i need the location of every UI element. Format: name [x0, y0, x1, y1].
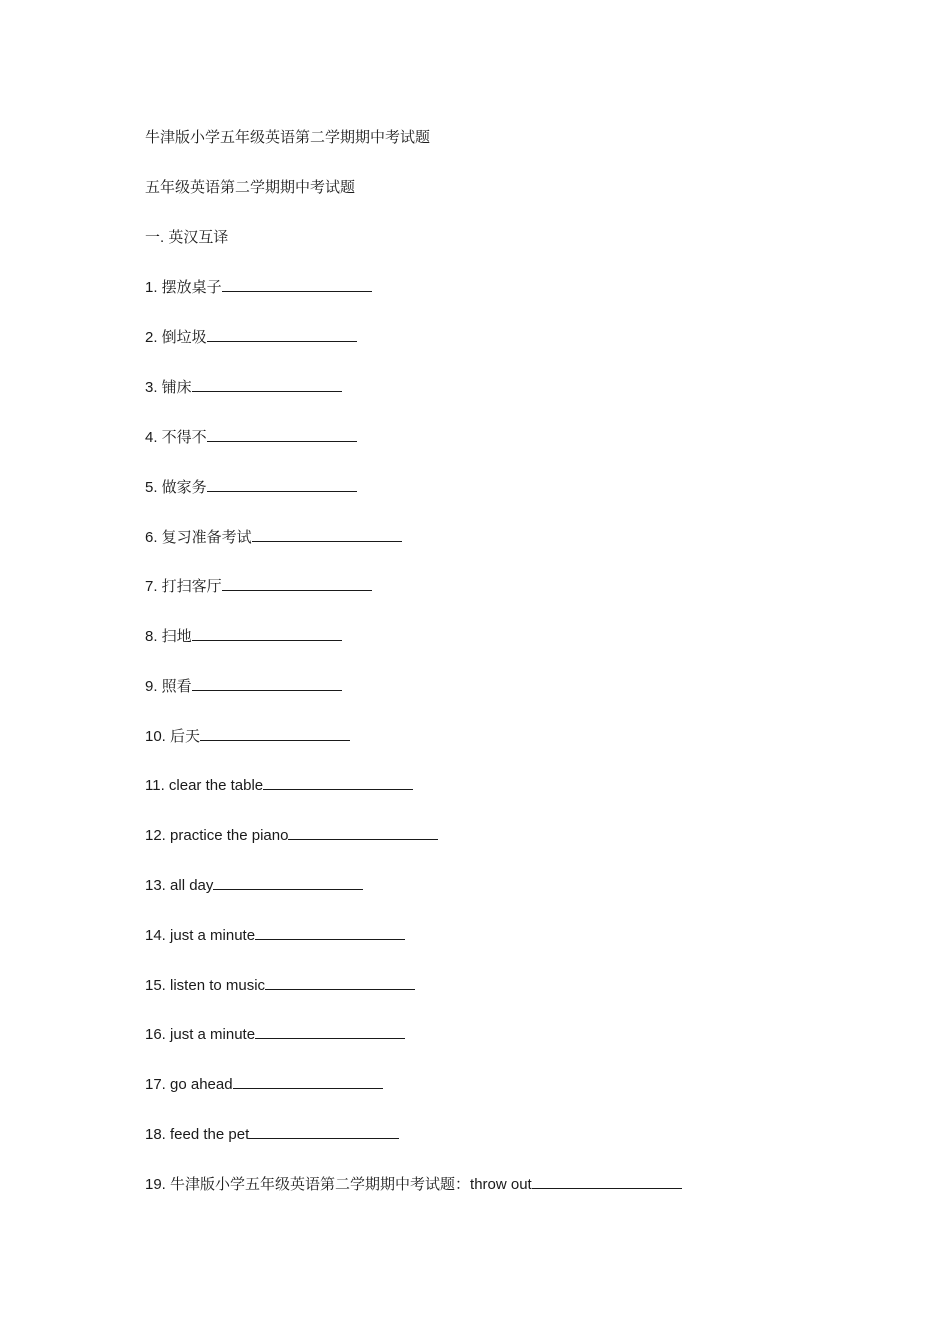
exercise-item-text: 2. 倒垃圾	[145, 329, 207, 346]
answer-blank[interactable]	[532, 1174, 682, 1189]
exercise-item	[145, 975, 415, 996]
answer-blank[interactable]	[233, 1074, 383, 1089]
exercise-item	[145, 1074, 383, 1095]
exercise-item-text: 19. 牛津版小学五年级英语第二学期期中考试题：throw out	[145, 1176, 532, 1193]
exercise-item-text: 1. 摆放桌子	[145, 279, 222, 296]
exercise-item	[145, 576, 372, 597]
exercise-item-text: 4. 不得不	[145, 429, 207, 446]
answer-blank[interactable]	[207, 477, 357, 492]
exercise-item-text: 7. 打扫客厅	[145, 578, 222, 595]
answer-blank[interactable]	[222, 277, 372, 292]
exercise-item-text: 10. 后天	[145, 728, 201, 745]
exercise-item	[145, 726, 350, 747]
exercise-item	[145, 1024, 405, 1045]
answer-blank[interactable]	[192, 377, 342, 392]
answer-blank[interactable]	[207, 427, 357, 442]
exercise-item	[145, 626, 342, 647]
exercise-item-text: 18. feed the pet	[145, 1126, 250, 1143]
exercise-item-text: 14. just a minute	[145, 927, 256, 944]
exercise-item	[145, 377, 342, 398]
exercise-item-text: 16. just a minute	[145, 1026, 256, 1043]
answer-blank[interactable]	[255, 1024, 405, 1039]
exercise-item	[145, 427, 357, 448]
answer-blank[interactable]	[249, 1124, 399, 1139]
answer-blank[interactable]	[255, 925, 405, 940]
exercise-item	[145, 875, 363, 896]
exercise-item-text: 12. practice the piano	[145, 827, 289, 844]
section-heading: 一. 英汉互译	[145, 229, 229, 246]
answer-blank[interactable]	[263, 775, 413, 790]
exercise-item-text: 5. 做家务	[145, 479, 207, 496]
answer-blank[interactable]	[200, 726, 350, 741]
answer-blank[interactable]	[265, 975, 415, 990]
exercise-item-text: 9. 照看	[145, 678, 192, 695]
answer-blank[interactable]	[207, 327, 357, 342]
document-subtitle: 五年级英语第二学期期中考试题	[145, 179, 356, 196]
answer-blank[interactable]	[288, 825, 438, 840]
exercise-item	[145, 825, 438, 846]
exercise-item	[145, 277, 372, 298]
exercise-item	[145, 1124, 399, 1145]
exercise-item	[145, 327, 357, 348]
exercise-item-text: 17. go ahead	[145, 1076, 233, 1093]
answer-blank[interactable]	[213, 875, 363, 890]
exercise-item-text: 6. 复习准备考试	[145, 529, 252, 546]
exercise-item	[145, 1174, 682, 1195]
exercise-item	[145, 775, 413, 796]
answer-blank[interactable]	[222, 576, 372, 591]
exercise-item-text: 11. clear the table	[145, 777, 264, 794]
answer-blank[interactable]	[192, 626, 342, 641]
exercise-item	[145, 527, 402, 548]
exercise-item-text: 15. listen to music	[145, 977, 266, 994]
exercise-item-text: 13. all day	[145, 877, 214, 894]
document-title: 牛津版小学五年级英语第二学期期中考试题	[145, 129, 431, 146]
exercise-item	[145, 925, 405, 946]
exercise-item	[145, 477, 357, 498]
exercise-item-text: 8. 扫地	[145, 628, 192, 645]
exercise-item	[145, 676, 342, 697]
answer-blank[interactable]	[192, 676, 342, 691]
exercise-item-text: 3. 铺床	[145, 379, 192, 396]
answer-blank[interactable]	[252, 527, 402, 542]
